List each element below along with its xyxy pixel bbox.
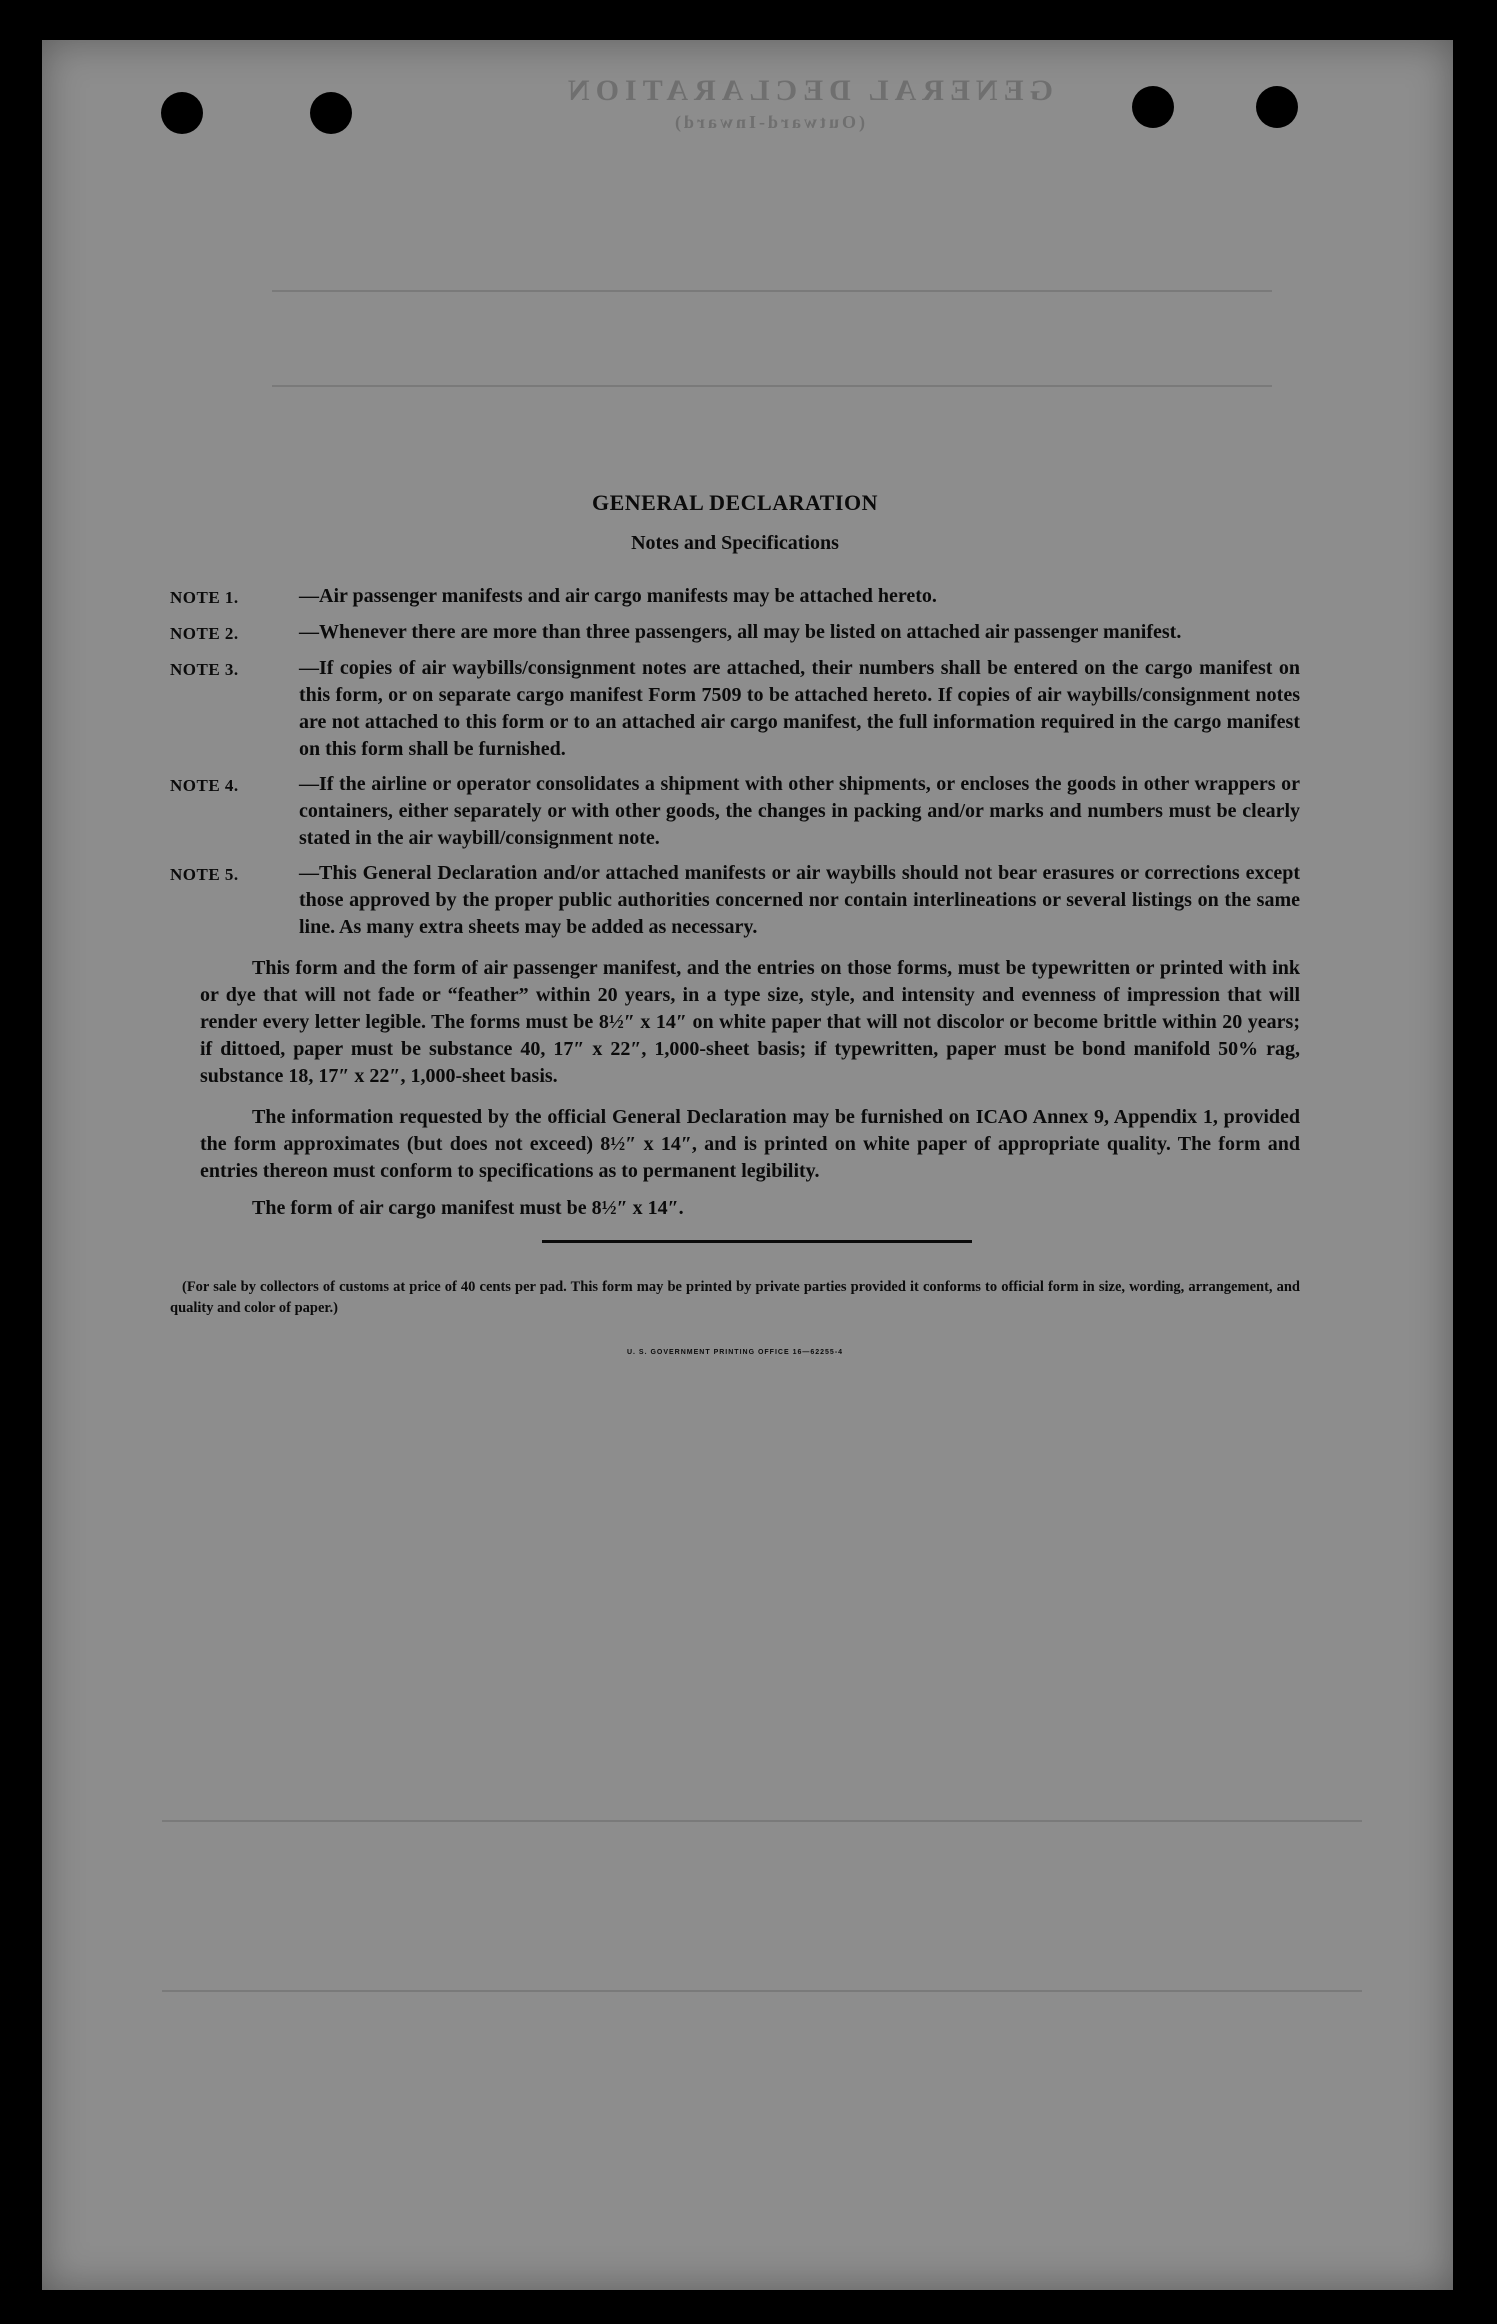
note-5 — [170, 860, 1300, 941]
note-label: NOTE 4. — [170, 776, 239, 795]
paragraph-icao-annex: The information requested by the official General Declaration may be furnished on ICAO Annex 9, Appendix 1, provided the form approximates (but does not exceed) 8½″ x 14″, and is printed on white paper of appropriate quality. The form and entries thereon must conform to specifications as to permanent legibility. — [200, 1106, 1300, 1182]
bleed-through-subtitle: (Outward-Inward) — [672, 112, 866, 132]
punch-hole — [1256, 86, 1298, 128]
note-text: —This General Declaration and/or attached manifests or air waybills should not bear erasures or corrections except those approved by the proper public authorities concerned nor contain interlineations or several listings on the same line. As many extra sheets may be added as necessary. — [299, 862, 1300, 938]
note-text: —Whenever there are more than three passengers, all may be listed on attached air passenger manifest. — [299, 621, 1182, 643]
bleed-through-title: GENERAL DECLARATION — [562, 74, 1054, 107]
note-text: —Air passenger manifests and air cargo manifests may be attached hereto. — [299, 585, 937, 607]
note-3 — [170, 655, 1300, 763]
document-subtitle: Notes and Specifications — [631, 532, 839, 554]
document-title: GENERAL DECLARATION — [592, 490, 878, 515]
note-2 — [170, 619, 1300, 647]
note-label: NOTE 3. — [170, 660, 239, 679]
paragraph-cargo-manifest: The form of air cargo manifest must be 8½″ x 14″. — [252, 1197, 684, 1219]
bleed-through-rule — [162, 1990, 1362, 1992]
sale-note: (For sale by collectors of customs at price of 40 cents per pad. This form may be printed by private parties provided it conforms to official form in size, wording, arrangement, and quality and color of paper.) — [170, 1279, 1300, 1316]
punch-hole — [310, 92, 352, 134]
bleed-through-rule — [162, 1820, 1362, 1822]
note-label: NOTE 2. — [170, 624, 239, 643]
paragraph-form-requirements: This form and the form of air passenger manifest, and the entries on those forms, must be typewritten or printed with ink or dye that will not fade or “feather” within 20 years, in a type size, style, and intensity and evenness of impression that will render every letter legible. The forms must be 8½″ x 14″ on white paper that will not discolor or become brittle within 20 years; if dittoed, paper must be substance 40, 17″ x 22″, 1,000-sheet basis; if typewritten, paper must be bond manifold 50% rag, substance 18, 17″ x 22″, 1,000-sheet basis. — [200, 957, 1300, 1087]
punch-hole — [161, 92, 203, 134]
punch-hole — [1132, 86, 1174, 128]
note-text: —If copies of air waybills/consignment notes are attached, their numbers shall be entered on the cargo manifest on this form, or on separate cargo manifest Form 7509 to be attached hereto. If copies of air waybills/consignment notes are not attached to this form or to an attached air cargo manifest, the full information required in the cargo manifest on this form shall be furnished. — [299, 657, 1300, 760]
note-label: NOTE 5. — [170, 865, 239, 884]
notes-and-specifications — [170, 490, 1300, 1356]
note-4 — [170, 771, 1300, 852]
divider-rule — [542, 1240, 972, 1243]
bleed-through-rule — [272, 385, 1272, 387]
printer-imprint: U. S. GOVERNMENT PRINTING OFFICE 16—62255-4 — [626, 1349, 844, 1356]
bleed-through-rule — [272, 290, 1272, 292]
note-text: —If the airline or operator consolidates a shipment with other shipments, or encloses the goods in other wrappers or containers, either separately or with other goods, the changes in packing and/or marks and numbers must be clearly stated in the air waybill/consignment note. — [299, 773, 1300, 849]
note-1 — [170, 583, 1300, 611]
note-label: NOTE 1. — [170, 588, 239, 607]
